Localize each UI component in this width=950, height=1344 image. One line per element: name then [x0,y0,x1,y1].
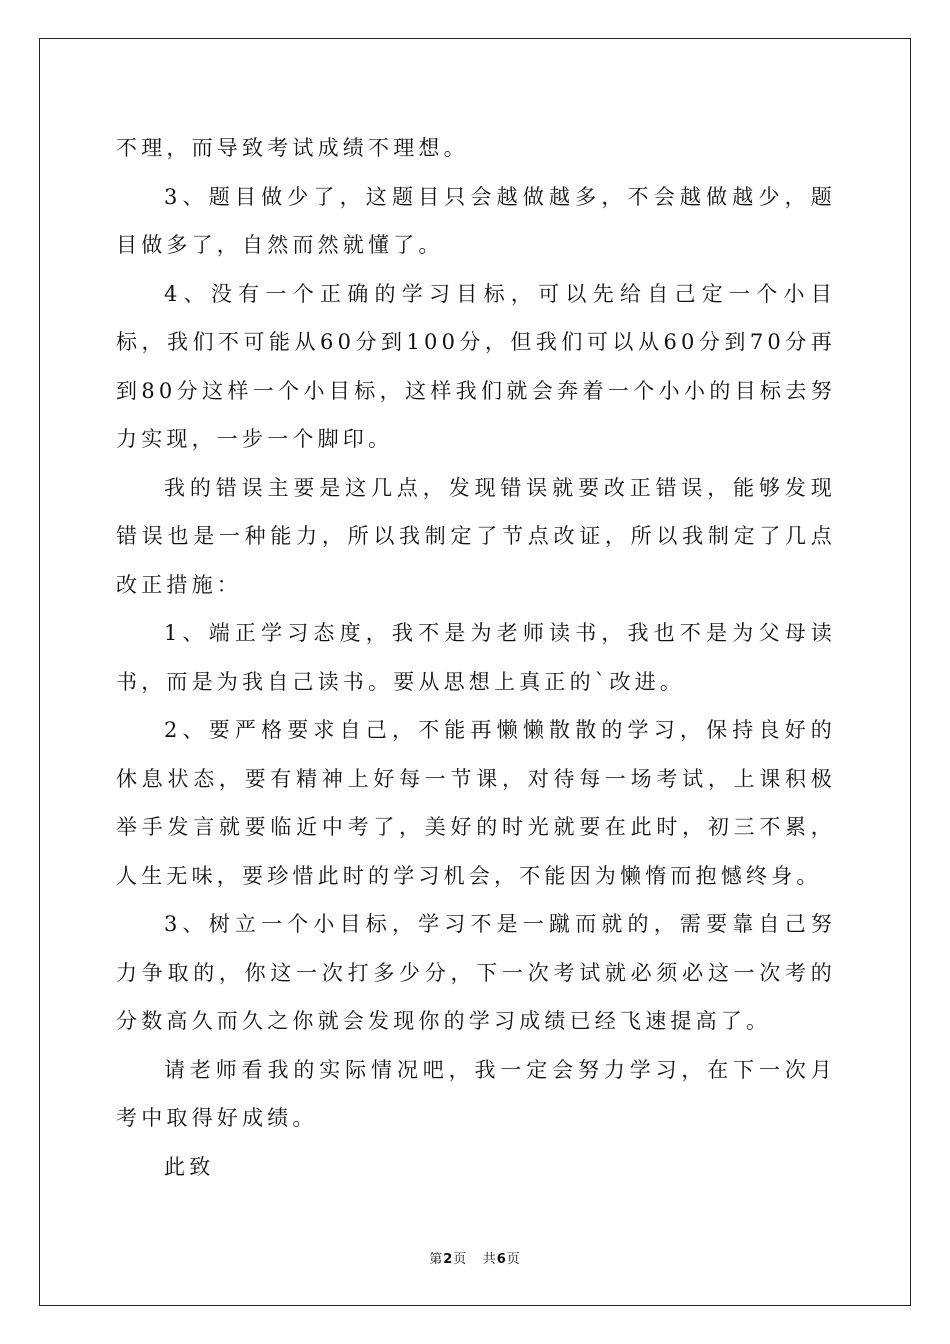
paragraph-summary: 我的错误主要是这几点，发现错误就要改正错误，能够发现错误也是一种能力，所以我制定了节点改证，所以我制定了几点改正措施： [116,475,836,597]
page-number: 2 [443,1252,454,1267]
paragraph-continuation: 不理，而导致考试成绩不理想。 [116,136,469,160]
total-pages: 6 [496,1252,507,1267]
paragraph-measure-2: 2、要严格要求自己，不能再懒懒散散的学习，保持良好的休息状态，要有精神上好每一节课，对待每一场考试，上课积极举手发言就要临近中考了，美好的时光就要在此时，初三不累，人生无味，要珍惜此时的学习机会，不能因为懒惰而抱憾终身。 [116,718,836,888]
footer-page-suffix: 页 [453,1252,468,1267]
paragraph-measure-1: 1、端正学习态度，我不是为老师读书，我也不是为父母读书，而是为我自己读书。要从思想上真正的`改进。 [116,621,836,694]
footer-total-prefix: 共 [482,1252,497,1267]
footer-prefix: 第 [429,1252,444,1267]
paragraph-item-4-goal: 4、没有一个正确的学习目标，可以先给自己定一个小目标，我们不可能从60分到100分，但我们可以从60分到70分再到80分这样一个小目标，这样我们就会奔着一个小小的目标去努力实现，一步一个脚印。 [116,281,836,451]
paragraph-measure-3: 3、树立一个小目标，学习不是一蹴而就的，需要靠自己努力争取的，你这一次打多少分，下一次考试就必须必这一次考的分数高久而久之你就会发现你的学习成绩已经飞速提高了。 [116,912,836,1033]
paragraph-item-3-practice: 3、题目做少了，这题目只会越做越多，不会越做越少，题目做多了，自然而然就懂了。 [116,184,836,257]
paragraph-request: 请老师看我的实际情况吧，我一定会努力学习，在下一次月考中取得好成绩。 [116,1057,836,1130]
page-footer [0,1248,950,1267]
footer-total-suffix: 页 [506,1252,521,1267]
closing-salutation: 此致 [164,1154,215,1179]
document-body [116,124,836,1191]
